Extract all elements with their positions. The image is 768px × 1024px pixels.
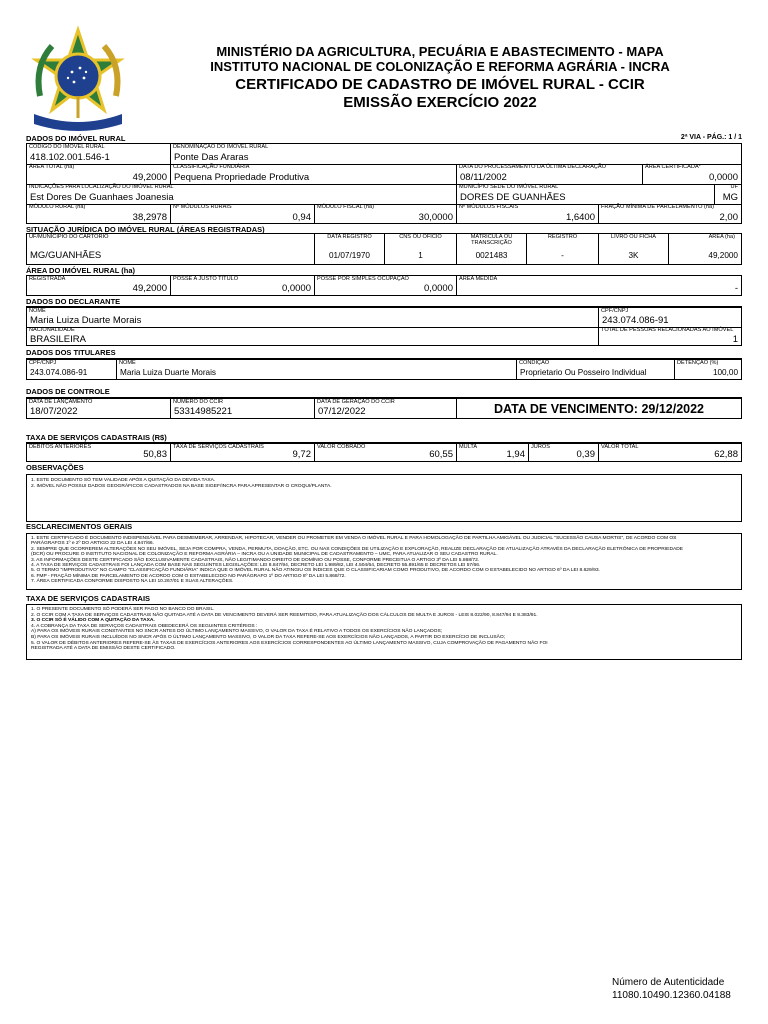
modulo-rural-value: 38,2978: [132, 212, 167, 223]
imovel-row-3: [27, 184, 741, 204]
section-esclarecimentos-title: ESCLARECIMENTOS GERAIS: [26, 522, 133, 531]
field-modulo-fiscal: MÓDULO FISCAL (ha) 30,0000: [315, 204, 457, 224]
situacao-col-livro: LIVRO OU FICHA 3K: [599, 234, 669, 264]
esclarecimento-line: 5. O TERMO "IMPRODUTIVO" NO CAMPO "CLASSIFICAÇÃO FUNDIÁRIA" INDICA QUE O IMÓVEL RURAL NÃO ATINGIU OS ÍNDICES QUE O CLASSIFICARIAM COMO PRODUTIVO, DE ACORDO COM O ESTABELECIDO NO ARTIGO 6º DA LEI 8.629/93.: [31, 568, 600, 574]
field-codigo: CÓDIGO DO IMÓVEL RURAL 418.102.001.546-1: [27, 144, 171, 164]
autenticidade-number: 11080.10490.12360.04188: [612, 990, 731, 1001]
section-observacoes-title: OBSERVAÇÕES: [26, 463, 84, 472]
ministry-name: MINISTÉRIO DA AGRICULTURA, PECUÁRIA E ABASTECIMENTO - MAPA: [216, 44, 664, 59]
field-area-certificada: ÁREA CERTIFICADA* 0,0000: [645, 164, 738, 183]
field-numero-ccir: NÚMERO DO CCIR 53314985221: [171, 399, 315, 418]
titular-col-nome: NOME Maria Luiza Duarte Morais: [117, 360, 517, 379]
numero-ccir-value: 53314985221: [174, 406, 233, 417]
field-n-modulos-fiscais: Nº MÓDULOS FISCAIS 1,6400: [457, 204, 599, 224]
declarante-cpf-value: 243.074.086-91: [602, 315, 669, 326]
area-col-registrada: REGISTRADA 49,2000: [27, 276, 171, 295]
titular-col-detencao: DETENÇÃO (%) 100,00: [677, 360, 738, 377]
taxa-info-line: 4. A COBRANÇA DA TAXA DE SERVIÇOS CADASTRAIS OBEDECERÁ OS SEGUINTES CRITÉRIOS :: [31, 623, 258, 629]
denominacao-value: Ponte Das Araras: [174, 152, 249, 163]
section-titulares-title: DADOS DOS TITULARES: [26, 348, 116, 357]
nacionalidade-value: BRASILEIRA: [30, 334, 86, 345]
taxa-table: [26, 443, 742, 462]
area-col-posse-justo: POSSE A JUSTO TÍTULO 0,0000: [171, 276, 315, 295]
section-declarante-title: DADOS DO DECLARANTE: [26, 297, 121, 306]
fracao-minima-value: 2,00: [719, 212, 738, 223]
section-area-title: ÁREA DO IMÓVEL RURAL (ha): [26, 266, 136, 275]
field-municipio: MUNICÍPIO SEDE DO IMÓVEL RURAL DORES DE GUANHÃES: [457, 184, 715, 204]
taxa-col-taxa: TAXA DE SERVIÇOS CADASTRAIS 9,72: [171, 444, 315, 461]
taxa-col-valor-total: VALOR TOTAL 62,88: [601, 444, 738, 460]
n-modulos-fiscais-value: 1,6400: [565, 212, 595, 223]
observacao-line: 1. ESTE DOCUMENTO SÓ TEM VALIDADE APÓS A QUITAÇÃO DA DEVIDA TAXA.: [31, 478, 216, 483]
document-subtitle: EMISSÃO EXERCÍCIO 2022: [343, 94, 537, 111]
brazil-coat-of-arms: [22, 26, 134, 138]
situacao-box: [26, 233, 742, 265]
situacao-col-cns: CNS OU OFÍCIO 1: [385, 234, 457, 264]
titulares-table: [26, 359, 742, 380]
institute-name: INSTITUTO NACIONAL DE COLONIZAÇÃO E REFORMA AGRÁRIA - INCRA: [210, 59, 670, 74]
controle-box: [26, 398, 742, 419]
taxa-info-line: A) PARA OS IMÓVEIS RURAIS CONSTANTES NO SNCR ANTES DO ÚLTIMO LANÇAMENTO MASSIVO, O VALOR DA TAXA É RELATIVO A TODOS OS EXERCÍCIOS NÃO LANÇADOS;: [31, 629, 443, 635]
data-processamento-value: 08/11/2002: [460, 172, 507, 183]
indicacoes-value: Est Dores De Guanhaes Joanesia: [30, 192, 174, 203]
observacao-line: 2. IMÓVEL NÃO POSSUI DADOS GEOGRÁFICOS CADASTRADOS NA BASE SIGEF/INCRA PARA APRESENTAR O CROQUI/PLANTA.: [31, 483, 332, 489]
esclarecimento-line: PARÁGRAFOS 1º e 2º DO ARTIGO 22 DA LEI 4.947/66.: [31, 541, 154, 547]
field-n-modulos-rurais: Nº MÓDULOS RURAIS 0,94: [171, 204, 315, 224]
taxa-col-valor-cobrado: VALOR COBRADO 60,55: [315, 444, 457, 461]
area-col-medida: ÁREA MEDIDA -: [459, 276, 738, 294]
modulo-fiscal-value: 30,0000: [418, 212, 453, 223]
section-imovel-title: DADOS DO IMÓVEL RURAL: [26, 134, 126, 143]
taxa-info-line: 3. O CCIR SÓ É VÁLIDO COM A QUITAÇÃO DA TAXA.: [31, 618, 155, 624]
taxa-info-box: [26, 604, 742, 660]
field-data-geracao: DATA DE GERAÇÃO DO CCIR 07/12/2022: [315, 399, 457, 418]
municipio-value: DORES DE GUANHÃES: [460, 192, 566, 203]
taxa-info-line: 1. O PRESENTE DOCUMENTO SÓ PODERÁ SER PAGO NO BANCO DO BRASIL.: [31, 607, 215, 612]
field-declarante-cpf: CPF/CNPJ 243.074.086-91: [601, 308, 669, 326]
data-vencimento: DATA DE VENCIMENTO: 29/12/2022: [493, 402, 705, 416]
area-total-value: 49,2000: [132, 172, 167, 183]
situacao-col-registro: REGISTRO -: [527, 234, 599, 264]
field-data-processamento: DATA DO PROCESSAMENTO DA ÚLTIMA DECLARAÇÃO 08/11/2002: [457, 164, 643, 184]
classificacao-value: Pequena Propriedade Produtiva: [174, 172, 310, 183]
field-indicacoes: INDICAÇÕES PARA LOCALIZAÇÃO DO IMÓVEL RURAL Est Dores De Guanhaes Joanesia: [27, 184, 457, 204]
observacoes-box: [26, 474, 742, 522]
esclarecimento-line: (DCR) OU PROCURE O INSTITUTO NACIONAL DE COLONIZAÇÃO E REFORMA AGRÁRIA – INCRA OU A UNIDADE MUNICIPAL DE CADASTRAMENTO – UMC, PARA ATUALIZAR O SEU CADASTRO RURAL.: [31, 552, 498, 558]
esclarecimento-line: 4. A TAXA DE SERVIÇOS CADASTRAIS FOI LANÇADA COM BASE NAS SEGUINTES LEGISLAÇÕES: LEI 8.847/94, DECRETO LEI 1.989/82, LEI 4.504/64, DECRETO 55.891/65 E DECRETOS LEI 57/66.: [31, 563, 481, 568]
taxa-col-juros: JUROS 0,39: [529, 444, 599, 461]
situacao-col-municipio: UF/MUNICÍPIO DO CARTÓRIO MG/GUANHÃES: [27, 234, 315, 264]
section-situacao-title: SITUAÇÃO JURÍDICA DO IMÓVEL RURAL (ÁREAS REGISTRADAS): [26, 225, 265, 234]
imovel-box: [26, 143, 742, 224]
taxa-info-line: B) PARA OS IMÓVEIS RURAIS INCLUÍDOS NO SNCR APÓS O ÚLTIMO LANÇAMENTO MASSIVO, O VALOR DA TAXA REFERE-SE AOS EXERCÍCIOS NÃO LANÇADOS, A PARTIR DO EXERCÍCIO DE INCLUSÃO;: [31, 635, 506, 640]
field-modulo-rural: MÓDULO RURAL (ha) 38,2978: [27, 204, 171, 224]
imovel-row-1: [27, 144, 741, 164]
field-classificacao: CLASSIFICAÇÃO FUNDIÁRIA Pequena Propriedade Produtiva: [171, 164, 457, 184]
field-area-total: ÁREA TOTAL (ha) 49,2000: [27, 164, 171, 184]
declarante-nome-value: Maria Luiza Duarte Morais: [30, 315, 142, 326]
esclarecimento-line: 7. ÁREA CERTIFICADA CONFORME DISPOSTO NA LEI 10.267/01 E SUAS ALTERAÇÕES.: [31, 579, 234, 585]
field-total-pessoas: TOTAL DE PESSOAS RELACIONADAS AO IMÓVEL 1: [601, 327, 738, 345]
section-controle-title: DADOS DE CONTROLE: [26, 387, 110, 396]
uf-value: MG: [722, 192, 738, 203]
n-modulos-rurais-value: 0,94: [292, 212, 311, 223]
esclarecimento-line: 6. FMP - FRAÇÃO MÍNIMA DE PARCELAMENTO DE ACORDO COM O ESTABELECIDO NO PARÁGRAFO 1º DO ARTIGO 8º DA LEI 5.868/72.: [31, 573, 346, 579]
titular-col-condicao: CONDIÇÃO Proprietario Ou Posseiro Individual: [517, 360, 675, 379]
titular-col-cpf: CPF/CNPJ 243.074.086-91: [27, 360, 117, 379]
field-fracao-minima: FRAÇÃO MÍNIMA DE PARCELAMENTO (ha) 2,00: [601, 204, 738, 223]
area-certificada-value: 0,0000: [708, 172, 738, 183]
codigo-value: 418.102.001.546-1: [30, 152, 110, 163]
total-pessoas-value: 1: [732, 334, 738, 345]
section-taxa-title: TAXA DE SERVIÇOS CADASTRAIS (R$): [26, 433, 167, 442]
page-via: 2ª VIA - PÁG.: 1 / 1: [680, 134, 742, 141]
data-geracao-value: 07/12/2022: [318, 406, 366, 417]
esclarecimento-line: 1. ESTE CERTIFICADO É DOCUMENTO INDISPENSÁVEL PARA DESMEMBRAR, ARRENDAR, HIPOTECAR, VENDER OU PROMETER EM VENDA O IMÓVEL RURAL E PARA HOMOLOGAÇÃO DE PARTILHA AMIGÁVEL OU JUDICIAL "SUCESSÃO CAUSA MORTIS", DE ACORDO COM OS: [31, 536, 677, 541]
data-lancamento-value: 18/07/2022: [30, 406, 78, 417]
taxa-info-line: 2. O CCIR COM A TAXA DE SERVIÇOS CADASTRAIS NÃO QUITADA ATÉ A DATA DE VENCIMENTO DEVERÁ SER REEMITIDO, PARA ATUALIZAÇÃO DOS CÁLCULOS DE MULTA E JUROS - LEIS 8.022/90, 8.847/94 E 8.383/91.: [31, 612, 538, 618]
taxa-info-line: 5. O VALOR DE DÉBITOS ANTERIORES REFERE-SE ÀS TAXAS DE EXERCÍCIOS ANTERIORES AOS EXERCÍCIOS CORRESPONDENTES AO ÚLTIMO LANÇAMENTO MASSIVO, CUJA COMPROVAÇÃO DE PAGAMENTO NÃO FOI: [31, 640, 548, 646]
taxa-info-line: REGISTRADA ATÉ A DATA DE EMISSÃO DESTE CERTIFICADO.: [31, 646, 176, 652]
document-title: CERTIFICADO DE CADASTRO DE IMÓVEL RURAL - CCIR: [235, 76, 645, 93]
taxa-col-debitos: DÉBITOS ANTERIORES 50,83: [27, 444, 171, 461]
esclarecimento-line: 2. SEMPRE QUE OCORREREM ALTERAÇÕES NO SEU IMÓVEL, SEJA POR COMPRA, VENDA, PERMUTA, DOAÇÃO, ETC. OU NAS CONDIÇÕES DE UTILIZAÇÃO E EXPLORAÇÃO, REALIZE DECLARAÇÃO DE ATUALIZAÇÃO ATRAVÉS DA DECLARAÇÃO ELETRÔNICA DE PROPRIEDADE: [31, 546, 684, 552]
area-box: [26, 275, 742, 296]
situacao-col-area: ÁREA (ha) 49,2000: [708, 234, 738, 260]
area-col-posse-simples: POSSE POR SIMPLES OCUPAÇÃO 0,0000: [315, 276, 457, 295]
esclarecimento-line: 3. AS INFORMAÇÕES DESTE CERTIFICADO SÃO EXCLUSIVAMENTE CADASTRAIS, NÃO LEGITIMANDO DIREITO DE DOMÍNIO OU POSSE, CONFORME PRECEITUA O ARTIGO 3º DA LEI 5.868/72.: [31, 557, 480, 563]
esclarecimentos-box: [26, 533, 742, 590]
autenticidade-label: Número de Autenticidade: [612, 977, 725, 988]
situacao-col-matricula: MATRÍCULA OU TRANSCRIÇÃO 0021483: [457, 234, 527, 264]
imovel-row-2: [27, 164, 741, 184]
taxa-col-multa: MULTA 1,94: [457, 444, 529, 461]
field-data-lancamento: DATA DE LANÇAMENTO 18/07/2022: [27, 399, 171, 418]
section-taxa-info-title: TAXA DE SERVIÇOS CADASTRAIS: [26, 594, 151, 603]
imovel-row-4: [27, 204, 741, 224]
declarante-box: [26, 307, 742, 346]
field-denominacao: DENOMINAÇÃO DO IMÓVEL RURAL Ponte Das Araras: [173, 144, 269, 163]
field-declarante-nome: NOME Maria Luiza Duarte Morais: [27, 308, 599, 327]
situacao-col-data-registro: DATA REGISTRO 01/07/1970: [315, 234, 385, 264]
field-uf: UF MG: [722, 184, 738, 203]
field-nacionalidade: NACIONALIDADE BRASILEIRA: [27, 327, 599, 346]
